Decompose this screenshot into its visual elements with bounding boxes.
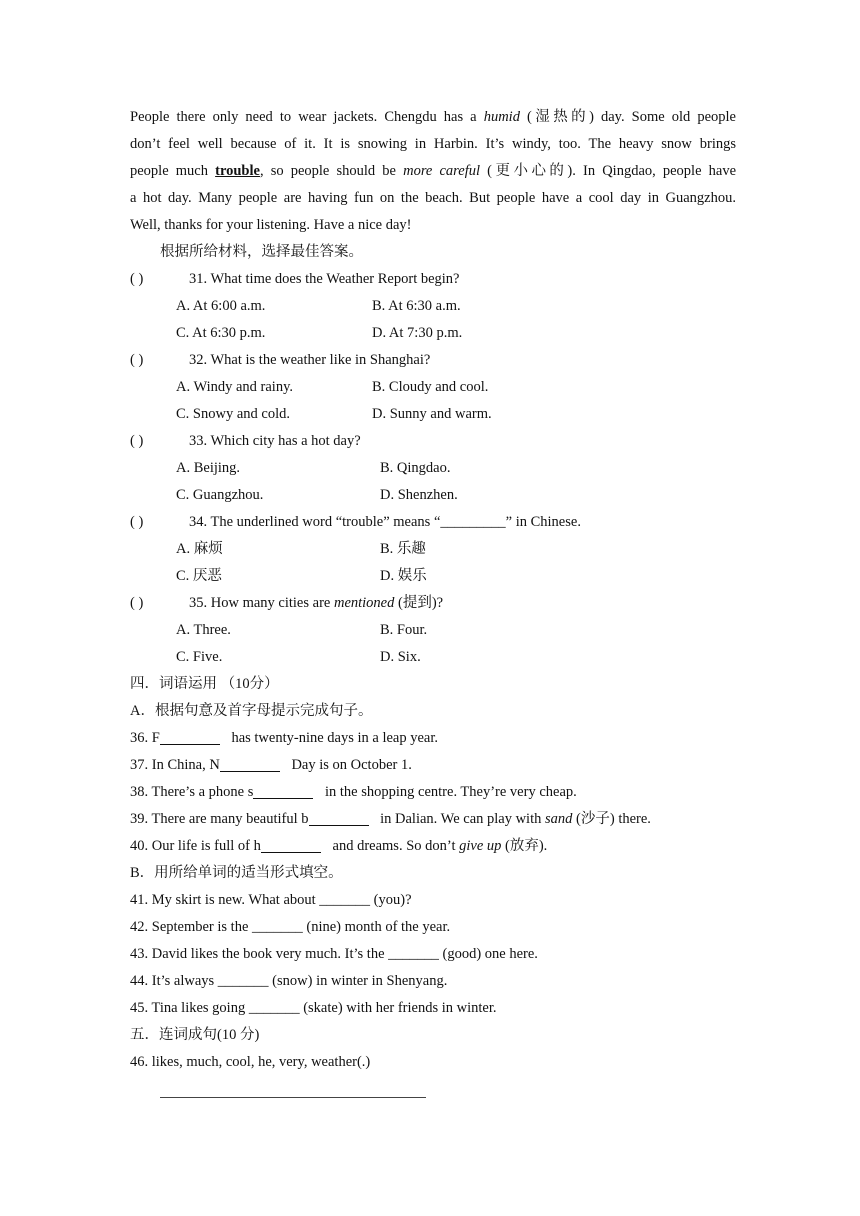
question-42: 42. September is the _______ (nine) month of the year.: [130, 919, 451, 935]
question-34: [130, 509, 736, 536]
question-35: [130, 590, 736, 617]
option-row: [130, 563, 736, 590]
question-stem: 35. How many cities are mentioned (提到)?: [189, 595, 444, 611]
option-row: [130, 482, 736, 509]
option[interactable]: D. Six.: [380, 649, 421, 665]
option[interactable]: D. 娱乐: [380, 568, 427, 584]
initial-letter-fill-questions: [130, 725, 736, 860]
option[interactable]: B. Qingdao.: [380, 460, 451, 476]
option-row: [130, 293, 736, 320]
option[interactable]: B. Cloudy and cool.: [372, 379, 489, 395]
option[interactable]: D. Sunny and warm.: [372, 406, 492, 422]
question-33: [130, 428, 736, 455]
passage-line: a hot day. Many people are having fun on the beach. But people have a cool day in Guangzhou.: [130, 190, 736, 206]
word-form-fill-questions: [130, 887, 736, 1022]
question-41: 41. My skirt is new. What about _______ (you)?: [130, 892, 412, 908]
option[interactable]: A. At 6:00 a.m.: [176, 298, 266, 314]
option-row: [130, 401, 736, 428]
question-stem: 31. What time does the Weather Report begin?: [189, 271, 460, 287]
option[interactable]: C. Five.: [176, 649, 223, 665]
answer-blank[interactable]: [253, 782, 313, 799]
question-31: [130, 266, 736, 293]
question-36: 36. F has twenty-nine days in a leap year.: [130, 730, 439, 746]
option[interactable]: B. Four.: [380, 622, 428, 638]
passage-line: Well, thanks for your listening. Have a nice day!: [130, 217, 412, 233]
worksheet-page: [130, 104, 736, 1076]
option[interactable]: A. Beijing.: [176, 460, 241, 476]
option[interactable]: B. 乐趣: [380, 541, 426, 557]
reading-instruction: 根据所给材料，选择最佳答案。: [160, 244, 363, 260]
answer-parenthesis[interactable]: ( ): [130, 514, 144, 530]
question-46: 46. likes, much, cool, he, very, weather(.): [130, 1054, 371, 1070]
answer-parenthesis[interactable]: ( ): [130, 595, 144, 611]
answer-blank[interactable]: [261, 836, 321, 853]
passage-line: people much trouble, so people should be more careful (更小心的). In Qingdao, people have: [130, 163, 736, 179]
option-row: [130, 455, 736, 482]
answer-parenthesis[interactable]: ( ): [130, 352, 144, 368]
section-4b-title: B．用所给单词的适当形式填空。: [130, 865, 343, 881]
italic-term: sand: [545, 811, 573, 827]
option[interactable]: C. 厌恶: [176, 568, 222, 584]
option-row: [130, 617, 736, 644]
italic-term: mentioned: [333, 595, 395, 611]
question-32: [130, 347, 736, 374]
answer-blank[interactable]: [220, 755, 280, 772]
reading-passage: [130, 104, 736, 239]
option[interactable]: A. Three.: [176, 622, 231, 638]
answer-parenthesis[interactable]: ( ): [130, 433, 144, 449]
option[interactable]: C. Guangzhou.: [176, 487, 264, 503]
passage-line: People there only need to wear jackets. Chengdu has a humid (湿热的) day. Some old people: [130, 109, 736, 125]
option-row: [130, 374, 736, 401]
question-39: 39. There are many beautiful b in Dalian. We can play with sand (沙子) there.: [130, 811, 651, 827]
answer-blank[interactable]: [160, 728, 220, 745]
question-stem: 33. Which city has a hot day?: [189, 433, 361, 449]
section-4-title: 四．词语运用 （10分）: [130, 676, 279, 692]
option[interactable]: D. Shenzhen.: [380, 487, 458, 503]
answer-parenthesis[interactable]: ( ): [130, 271, 144, 287]
option[interactable]: A. 麻烦: [176, 541, 223, 557]
question-stem: 32. What is the weather like in Shanghai?: [189, 352, 431, 368]
italic-term: more careful: [403, 163, 481, 179]
option-row: [130, 536, 736, 563]
underlined-word: trouble: [215, 163, 260, 179]
option-row: [130, 644, 736, 671]
question-stem: 34. The underlined word “trouble” means “_________” in Chinese.: [189, 514, 581, 530]
question-44: 44. It’s always _______ (snow) in winter in Shenyang.: [130, 973, 448, 989]
answer-line-46[interactable]: [160, 1097, 426, 1098]
multiple-choice-questions: [130, 266, 736, 671]
section-4a-title: A．根据句意及首字母提示完成句子。: [130, 703, 373, 719]
option-row: [130, 320, 736, 347]
question-37: 37. In China, N Day is on October 1.: [130, 757, 412, 773]
option[interactable]: C. At 6:30 p.m.: [176, 325, 266, 341]
question-38: 38. There’s a phone s in the shopping centre. They’re very cheap.: [130, 784, 577, 800]
option[interactable]: D. At 7:30 p.m.: [372, 325, 463, 341]
italic-term: humid: [483, 109, 520, 125]
option[interactable]: C. Snowy and cold.: [176, 406, 290, 422]
question-40: 40. Our life is full of h and dreams. So don’t give up (放弃).: [130, 838, 548, 854]
question-43: 43. David likes the book very much. It’s the _______ (good) one here.: [130, 946, 538, 962]
question-45: 45. Tina likes going _______ (skate) with her friends in winter.: [130, 1000, 497, 1016]
option[interactable]: B. At 6:30 a.m.: [372, 298, 461, 314]
answer-blank[interactable]: [309, 809, 369, 826]
passage-line: don’t feel well because of it. It is snowing in Harbin. It’s windy, too. The heavy snow brings: [130, 136, 736, 152]
section-5-title: 五．连词成句(10 分): [130, 1027, 260, 1043]
option[interactable]: A. Windy and rainy.: [176, 379, 294, 395]
italic-term: give up: [459, 838, 502, 854]
